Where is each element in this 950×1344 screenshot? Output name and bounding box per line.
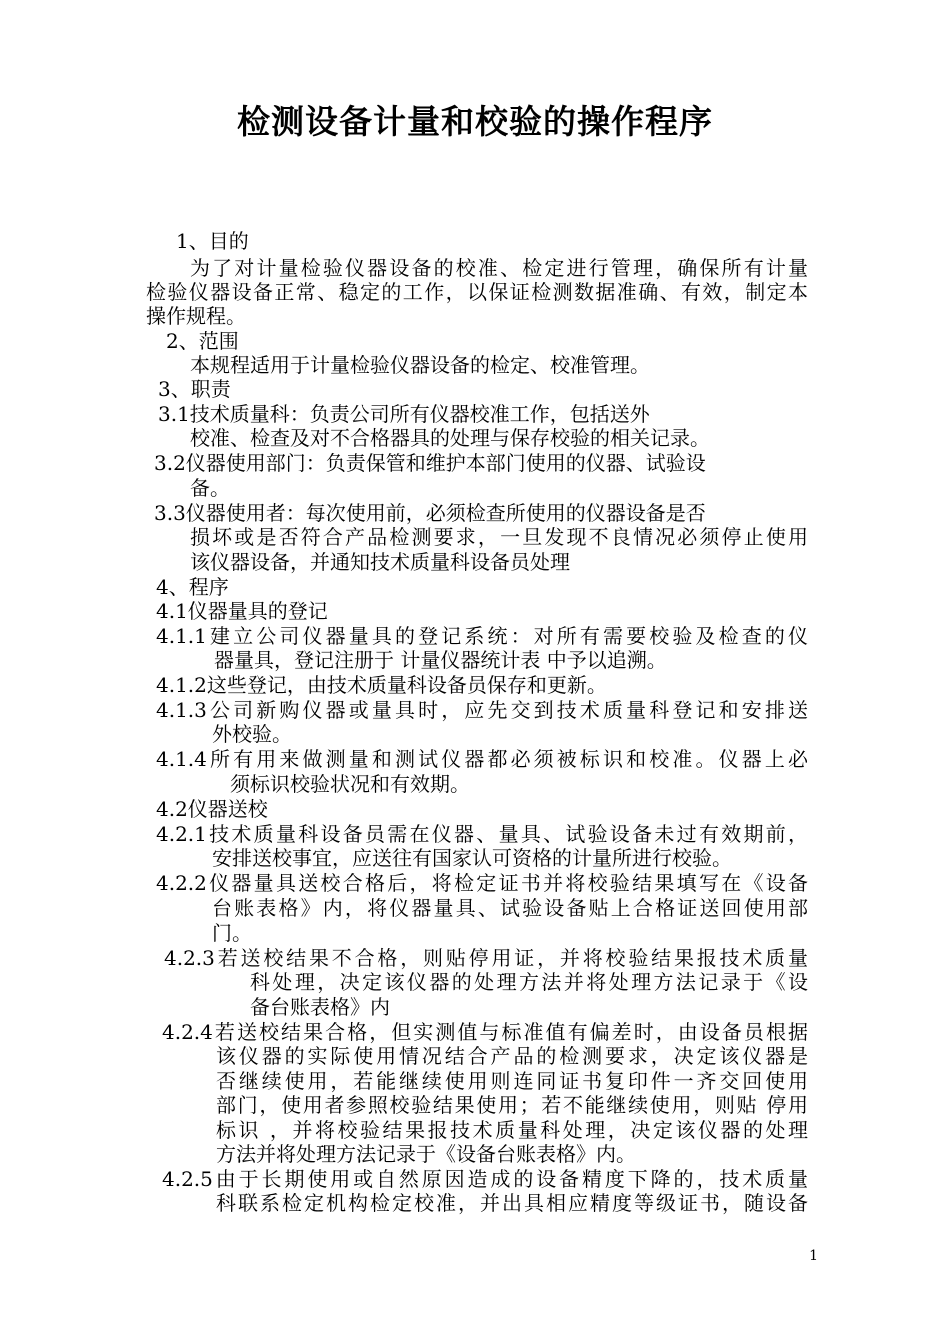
body-line: 4.2.3若送校结果不合格，则贴停用证，并将校验结果报技术质量 <box>164 946 808 970</box>
body-line: 3.3仪器使用者：每次使用前，必须检查所使用的仪器设备是否 <box>154 501 706 525</box>
body-line: 4.1.2这些登记，由技术质量科设备员保存和更新。 <box>156 673 607 697</box>
body-line: 2、范围 <box>166 329 239 353</box>
body-line: 3.2仪器使用部门：负责保管和维护本部门使用的仪器、试验设 <box>154 451 706 475</box>
body-line: 损坏或是否符合产品检测要求，一旦发现不良情况必须停止使用 <box>190 525 808 549</box>
body-line: 科联系检定机构检定校准，并出具相应精度等级证书，随设备 <box>216 1191 808 1215</box>
body-line: 器量具，登记注册于 计量仪器统计表 中予以追溯。 <box>214 648 667 672</box>
body-line: 4.1.4所有用来做测量和测试仪器都必须被标识和校准。仪器上必 <box>156 747 808 771</box>
body-line: 4.2.2仪器量具送校合格后，将检定证书并将校验结果填写在《设备 <box>156 871 808 895</box>
body-line: 3、职责 <box>158 377 231 401</box>
body-line: 4.1.1建立公司仪器量具的登记系统：对所有需要校验及检查的仪 <box>156 624 808 648</box>
body-line: 操作规程。 <box>146 304 246 328</box>
body-line: 否继续使用，若能继续使用则连同证书复印件一齐交回使用 <box>216 1069 808 1093</box>
body-line: 台账表格》内，将仪器量具、试验设备贴上合格证送回使用部 <box>212 896 808 920</box>
body-line: 安排送校事宜，应送往有国家认可资格的计量所进行校验。 <box>212 846 732 870</box>
body-line: 科处理，决定该仪器的处理方法并将处理方法记录于《设 <box>250 970 808 994</box>
body-line: 备。 <box>190 476 230 500</box>
body-line: 1、目的 <box>176 229 249 253</box>
body-line: 3.1技术质量科：负责公司所有仪器校准工作，包括送外 <box>158 402 650 426</box>
body-line: 4.2仪器送校 <box>156 797 268 821</box>
body-line: 方法并将处理方法记录于《设备台账表格》内。 <box>216 1142 636 1166</box>
body-line: 该仪器设备，并通知技术质量科设备员处理 <box>190 550 570 574</box>
body-line: 4.2.1技术质量科设备员需在仪器、量具、试验设备未过有效期前， <box>156 822 808 846</box>
body-line: 4.1.3公司新购仪器或量具时，应先交到技术质量科登记和安排送 <box>156 698 808 722</box>
body-line: 检验仪器设备正常、稳定的工作，以保证检测数据准确、有效，制定本 <box>146 280 808 304</box>
body-line: 标识 ，并将校验结果报技术质量科处理，决定该仪器的处理 <box>216 1118 808 1142</box>
body-line: 门。 <box>212 921 252 945</box>
body-line: 校准、检查及对不合格器具的处理与保存校验的相关记录。 <box>190 426 710 450</box>
body-line: 4.2.4若送校结果合格，但实测值与标准值有偏差时，由设备员根据 <box>162 1020 808 1044</box>
body-line: 为了对计量检验仪器设备的校准、检定进行管理，确保所有计量 <box>190 256 808 280</box>
body-line: 该仪器的实际使用情况结合产品的检测要求，决定该仪器是 <box>216 1044 808 1068</box>
page-number: 1 <box>809 1248 818 1264</box>
body-line: 4.2.5由于长期使用或自然原因造成的设备精度下降的，技术质量 <box>162 1167 808 1191</box>
body-line: 部门，使用者参照校验结果使用；若不能继续使用，则贴 停用 <box>216 1093 808 1117</box>
body-line: 须标识校验状况和有效期。 <box>230 772 470 796</box>
body-line: 外校验。 <box>212 722 292 746</box>
body-line: 4、程序 <box>156 575 229 599</box>
body-line: 备台账表格》内 <box>250 995 390 1019</box>
document-title: 检测设备计量和校验的操作程序 <box>237 102 713 141</box>
body-line: 4.1仪器量具的登记 <box>156 599 328 623</box>
body-line: 本规程适用于计量检验仪器设备的检定、校准管理。 <box>190 353 650 377</box>
